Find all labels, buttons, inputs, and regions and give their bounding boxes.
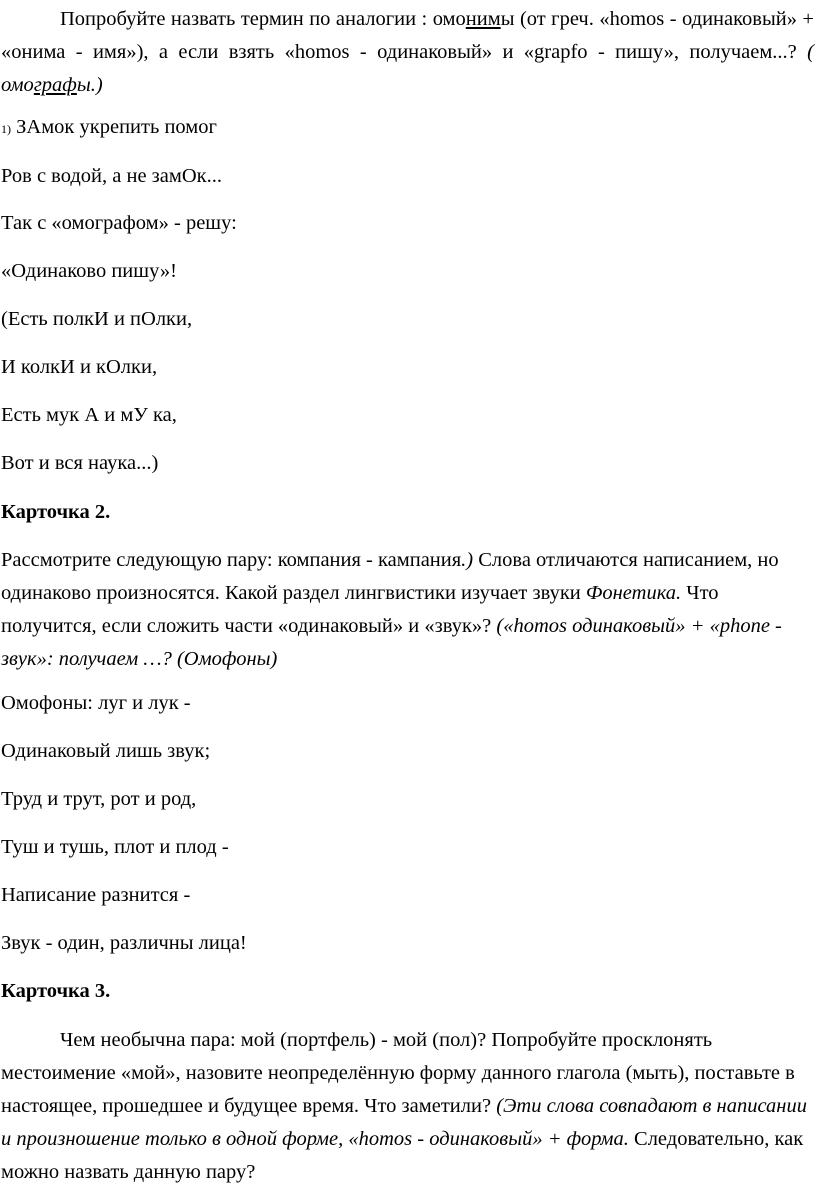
- card3-paragraph: [1, 1024, 814, 1189]
- poem2-line-2: Одинаковый лишь звук;: [1, 740, 211, 762]
- poem2-line-5: Написание разнится -: [1, 884, 191, 906]
- intro-answer-underlined: граф: [33, 74, 77, 96]
- poem1-line-1: [1, 111, 217, 146]
- card2-text-1: Рассмотрите следующую пару: компания - кампания: [1, 549, 462, 571]
- card3-heading: Карточка 3.: [1, 980, 111, 1002]
- card2-text-3: Слова отличаются написанием, но одинаково произносятся. Какой раздел лингвистики изучает звуки: [1, 549, 779, 604]
- poem2-line-6: Звук - один, различны лица!: [1, 932, 247, 954]
- poem1-line-7: Есть мук А и мУ ка,: [1, 404, 177, 426]
- poem1-line-2: Ров с водой, а не замОк...: [1, 165, 222, 187]
- intro-paragraph: [1, 3, 814, 102]
- poem2-line-4: Туш и тушь, плот и плод -: [1, 836, 229, 858]
- poem2-line-1: Омофоны: луг и лук -: [1, 692, 191, 714]
- poem1-number: 1): [1, 122, 11, 136]
- card2-heading: Карточка 2.: [1, 501, 111, 523]
- card2-text-2: .): [461, 549, 474, 571]
- poem1-line-6: И колкИ и кОлки,: [1, 356, 158, 378]
- poem1-line-3: Так с «омографом» - решу:: [1, 212, 237, 234]
- poem2-line-3: Труд и трут, рот и род,: [1, 788, 197, 810]
- poem1-line-4: «Одинаково пишу»!: [1, 260, 177, 282]
- card3-text-1: Чем необычна пара: мой (портфель) - мой (пол)? Попробуйте просклонять местоимение «мой», назовите неопределённую форму данного глагола (мыть), поставьте в настоящее, прошедшее и будущее время. Что заметили?: [1, 1029, 795, 1117]
- card2-answer-homophones: («homos одинаковый» + «phone - звук»: получаем …? (Омофоны): [1, 615, 782, 670]
- intro-answer-start: ( омо: [1, 41, 814, 96]
- card3-answer: (Эти слова совпадают в написании и произношение только в одной форме, «homos - одинаковый» + форма.: [1, 1095, 807, 1150]
- poem1-line-text: ЗАмок укрепить помог: [11, 116, 217, 138]
- card3-text-3: Следовательно, как можно назвать данную пару?: [1, 1128, 804, 1183]
- intro-underlined-root: ним: [465, 8, 501, 30]
- poem1-line-8: Вот и вся наука...): [1, 452, 159, 474]
- card2-paragraph: [1, 544, 814, 676]
- card2-text-5: Что получится, если сложить части «одинаковый» и «звук»?: [1, 582, 719, 637]
- card2-answer-phonetics: Фонетика.: [585, 582, 682, 604]
- intro-text-start: Попробуйте назвать термин по аналогии : омо: [60, 8, 466, 30]
- intro-text-rest: ы (от греч. «homos - одинаковый» + «онима - имя»), а если взять «homos - одинаковый» и «grapfo - пишу», получаем...?: [1, 8, 814, 63]
- poem1-line-5: (Есть полкИ и пОлки,: [1, 308, 193, 330]
- intro-answer-end: ы.): [76, 74, 103, 96]
